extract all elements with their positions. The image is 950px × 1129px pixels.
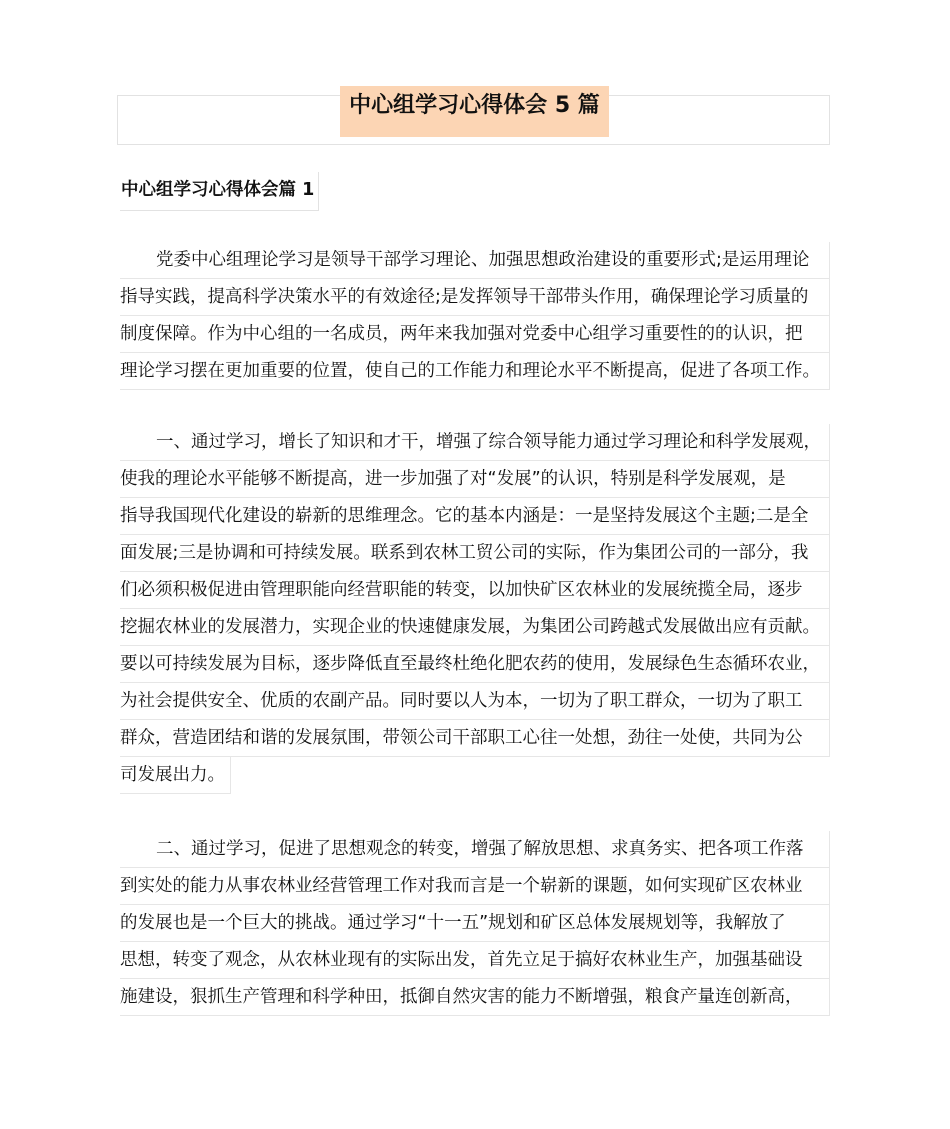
paragraph-line: 群众，营造团结和谐的发展氛围，带领公司干部职工心往一处想，劲往一处使，共同为公 [120, 720, 830, 757]
paragraph-line: 要以可持续发展为目标，逐步降低直至最终杜绝化肥农药的使用，发展绿色生态循环农业， [120, 646, 830, 683]
paragraph-line: 制度保障。作为中心组的一名成员，两年来我加强对党委中心组学习重要性的的认识，把 [120, 316, 830, 353]
paragraph-line: 指导实践，提高科学决策水平的有效途径;是发挥领导干部带头作用，确保理论学习质量的 [120, 279, 830, 316]
paragraph-line: 为社会提供安全、优质的农副产品。同时要以人为本，一切为了职工群众，一切为了职工 [120, 683, 830, 720]
paragraph-line: 思想，转变了观念，从农林业现有的实际出发，首先立足于搞好农林业生产，加强基础设 [120, 942, 830, 979]
paragraph-line: 理论学习摆在更加重要的位置，使自己的工作能力和理论水平不断提高，促进了各项工作。 [120, 353, 830, 390]
paragraph-line: 挖掘农林业的发展潜力，实现企业的快速健康发展，为集团公司跨越式发展做出应有贡献。 [120, 609, 830, 646]
document-title: 中心组学习心得体会 5 篇 [349, 93, 600, 118]
paragraph-line: 一、通过学习，增长了知识和才干，增强了综合领导能力通过学习理论和科学发展观， [120, 424, 830, 461]
paragraph-line: 们必须积极促进由管理职能向经营职能的转变，以加快矿区农林业的发展统揽全局，逐步 [120, 572, 830, 609]
paragraph-line: 施建设，狠抓生产管理和科学种田，抵御自然灾害的能力不断增强，粮食产量连创新高， [120, 979, 830, 1016]
paragraph-line: 的发展也是一个巨大的挑战。通过学习“十一五”规划和矿区总体发展规划等，我解放了 [120, 905, 830, 942]
paragraph-line: 二、通过学习，促进了思想观念的转变，增强了解放思想、求真务实、把各项工作落 [120, 831, 830, 868]
paragraph-line: 党委中心组理论学习是领导干部学习理论、加强思想政治建设的重要形式;是运用理论 [120, 242, 830, 279]
paragraph-line: 指导我国现代化建设的崭新的思维理念。它的基本内涵是：一是坚持发展这个主题;二是全 [120, 498, 830, 535]
paragraph-line: 司发展出力。 [120, 757, 231, 794]
paragraph-line: 使我的理论水平能够不断提高，进一步加强了对“发展”的认识，特别是科学发展观，是 [120, 461, 830, 498]
paragraph-line: 面发展;三是协调和可持续发展。联系到农林工贸公司的实际，作为集团公司的一部分，我 [120, 535, 830, 572]
section-heading: 中心组学习心得体会篇 1 [121, 180, 315, 200]
paragraph-line: 到实处的能力从事农林业经营管理工作对我而言是一个崭新的课题，如何实现矿区农林业 [120, 868, 830, 905]
